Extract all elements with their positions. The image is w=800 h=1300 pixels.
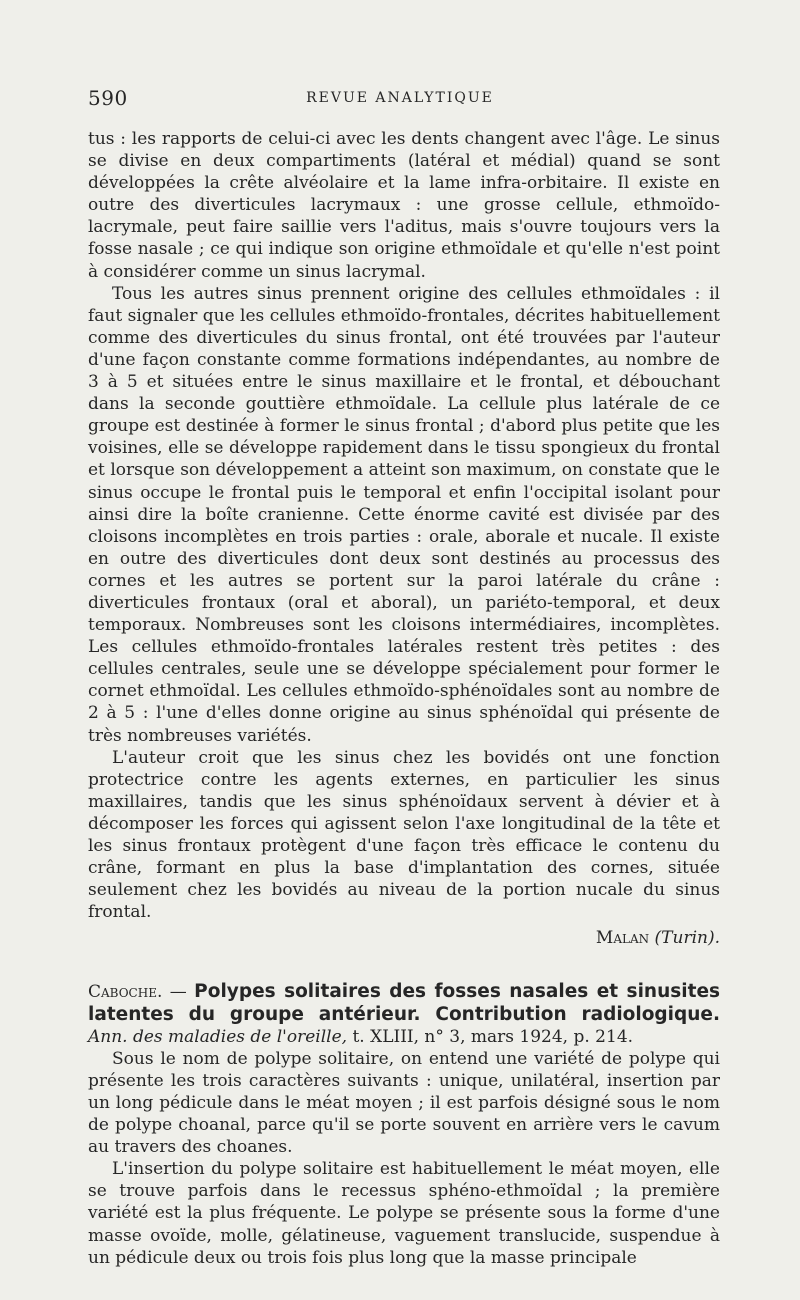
- journal-name: Ann. des maladies de l'oreille,: [88, 1026, 348, 1047]
- paragraph: Tous les autres sinus prennent origine des cellules ethmoïdales : il faut signaler que les cellules ethmoïdo-frontales, décrites habituellement comme des diverticules du sinus frontal, ont été trouvées par l'auteur d'une façon constante comme formations indépendantes, au nombre de 3 à 5 et situées entre le sinus maxillaire et le frontal, et débouchant dans la seconde gouttière ethmoïdale. La cellule plus latérale de ce groupe est destinée à former le sinus frontal ; d'abord plus petite que les voisines, elle se développe rapidement dans le tissu spongieux du frontal et lorsque son développement a atteint son maximum, on constate que le sinus occupe le frontal puis le temporal et enfin l'occipital isolant pour ainsi dire la boîte cranienne. Cette énorme cavité est divisée par des cloisons incomplètes en trois parties : orale, aborale et nucale. Il existe en outre des diverticules dont deux sont destinés au processus des cornes et les autres se portent sur la paroi latérale du crâne : diverticules frontaux (oral et aboral), un pariéto-temporal, et deux temporaux. Nombreuses sont les cloisons intermédiaires, incomplètes. Les cellules ethmoïdo-frontales latérales restent très petites : des cellules centrales, seule une se développe spécialement pour former le cornet ethmoïdal. Les cellules ethmoïdo-sphénoïdales sont au nombre de 2 à 5 : l'une d'elles donne origine au sinus sphénoïdal qui présente de très nombreuses variétés.: [88, 283, 720, 746]
- article-heading: [88, 981, 720, 1047]
- body-text: [88, 128, 720, 1269]
- running-head: REVUE ANALYTIQUE: [306, 90, 494, 106]
- page-number: 590: [88, 86, 128, 110]
- paragraph: L'auteur croit que les sinus chez les bovidés ont une fonction protectrice contre les agents externes, en particulier les sinus maxillaires, tandis que les sinus sphénoïdaux servent à dévier et à décomposer les forces qui agissent selon l'axe longitudinal de la tête et les sinus frontaux protègent d'une façon très efficace le contenu du crâne, formant en plus la base d'implantation des cornes, située seulement chez les bovidés au niveau de la portion nucale du sinus frontal.: [88, 747, 720, 923]
- review-signature: [88, 927, 720, 949]
- article-title: Polypes solitaires des fosses nasales et sinusites latentes du groupe antérieur. Contribution radiologique.: [88, 981, 721, 1025]
- heading-dash: —: [162, 982, 195, 1003]
- paragraph: Sous le nom de polype solitaire, on entend une variété de polype qui présente les trois caractères suivants : unique, unilatéral, insertion par un long pédicule dans le méat moyen ; il est parfois désigné sous le nom de polype choanal, parce qu'il se porte souvent en arrière vers le cavum au travers des choanes.: [88, 1048, 720, 1158]
- paragraph: L'insertion du polype solitaire est habituellement le méat moyen, elle se trouve parfois dans le recessus sphéno-ethmoïdal ; la première variété est la plus fréquente. Le polype se présente sous la forme d'une masse ovoïde, molle, gélatineuse, vaguement translucide, suspendue à un pédicule deux ou trois fois plus long que la masse principale: [88, 1159, 720, 1268]
- signature-author: Malan: [595, 928, 650, 949]
- journal-reference: t. XLIII, n° 3, mars 1924, p. 214.: [347, 1026, 634, 1047]
- signature-city: (Turin).: [654, 928, 720, 949]
- article-author: Caboche.: [88, 982, 163, 1003]
- paragraph: tus : les rapports de celui-ci avec les dents changent avec l'âge. Le sinus se divise en deux compartiments (latéral et médial) quand se sont développées la crête alvéolaire et la lame infra-orbitaire. Il existe en outre des diverticules lacrymaux : une grosse cellule, ethmoïdo-lacrymale, peut faire saillie vers l'aditus, mais s'ouvre toujours vers la fosse nasale ; ce qui indique son origine ethmoïdale et qu'elle n'est point à considérer comme un sinus lacrymal.: [88, 129, 720, 282]
